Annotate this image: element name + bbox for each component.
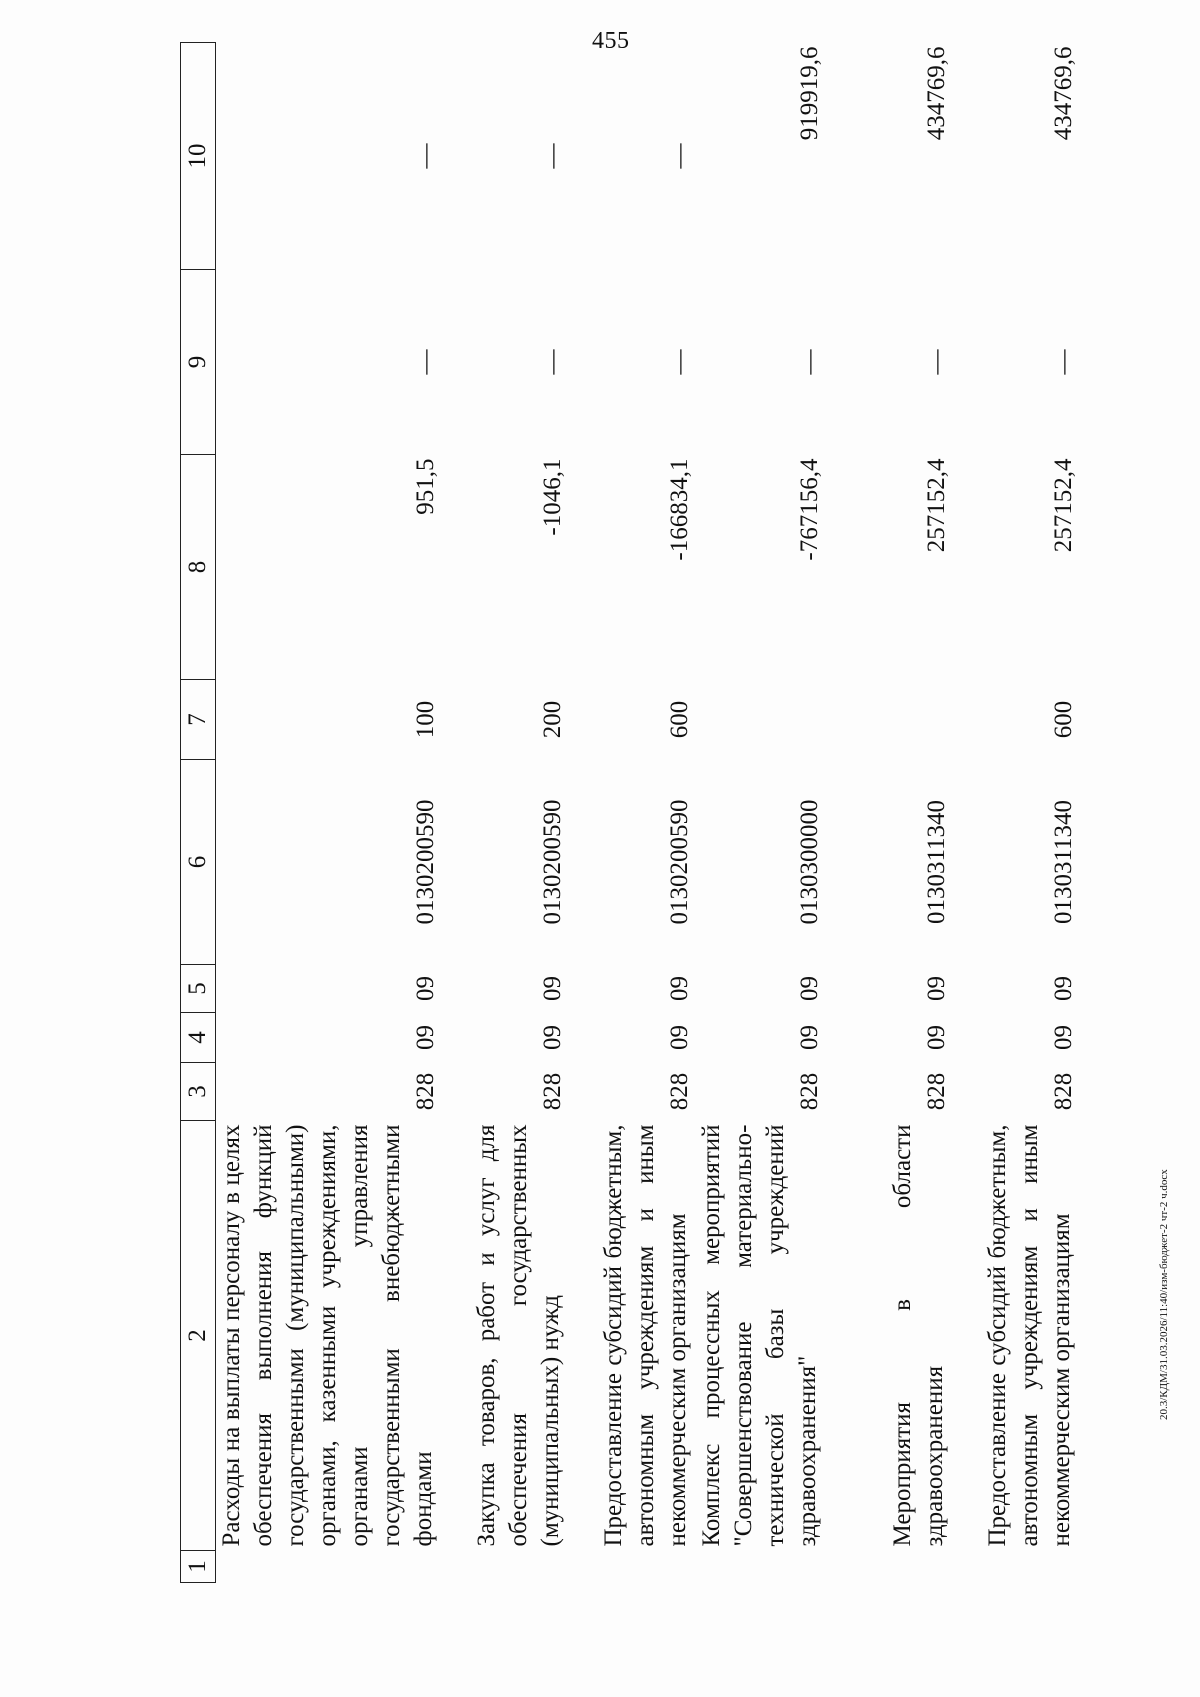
- amount-col10-cell: 434769,6: [1050, 46, 1077, 141]
- table-row: [953, 43, 1080, 1583]
- column-header: 9: [181, 270, 216, 455]
- target-article-cell: 0130200590: [539, 799, 566, 925]
- subsection-code-cell: 09: [1050, 976, 1077, 1001]
- table-row: [696, 43, 826, 1583]
- subsection-code-cell: 09: [666, 976, 693, 1001]
- ministry-code-cell: 828: [412, 1072, 439, 1111]
- expense-type-cell: [826, 680, 953, 760]
- ministry-code-cell: 828: [1050, 1072, 1077, 1111]
- column-header: 10: [181, 43, 216, 270]
- budget-table: [180, 42, 1080, 1583]
- rotated-page-content: [180, 43, 1158, 1583]
- target-article-cell: 0130200590: [412, 799, 439, 925]
- amount-col9-cell: —: [1050, 349, 1077, 375]
- column-header: 2: [181, 1121, 216, 1551]
- row-number-cell: [826, 1551, 953, 1583]
- amount-col8-cell: 951,5: [412, 458, 439, 515]
- section-code-cell: 09: [923, 1025, 950, 1050]
- expense-type-cell: 200: [539, 700, 566, 739]
- target-article-cell: 0130300000: [796, 799, 823, 925]
- amount-col9-cell: —: [666, 349, 693, 375]
- section-code-cell: 09: [412, 1025, 439, 1050]
- column-header: 1: [181, 1551, 216, 1583]
- row-description: Закупка товаров, работ и услуг для обеспечения государственных (муниципальных) нужд: [473, 1124, 564, 1547]
- ministry-code-cell: 828: [539, 1072, 566, 1111]
- amount-col9-cell: —: [539, 349, 566, 375]
- amount-col9-cell: —: [923, 349, 950, 375]
- ministry-code-cell: 828: [923, 1072, 950, 1111]
- subsection-code-cell: 09: [796, 976, 823, 1001]
- table-header-row: [181, 43, 216, 1583]
- section-code-cell: 09: [1050, 1025, 1077, 1050]
- column-header: 4: [181, 1013, 216, 1063]
- subsection-code-cell: 09: [412, 976, 439, 1001]
- expense-type-cell: [696, 680, 826, 760]
- column-header: 5: [181, 965, 216, 1013]
- page-number: 455: [592, 28, 630, 54]
- subsection-code-cell: 09: [923, 976, 950, 1001]
- expense-type-cell: 600: [666, 700, 693, 739]
- table-row: [216, 43, 443, 1583]
- amount-col8-cell: -767156,4: [796, 458, 823, 561]
- target-article-cell: 0130311340: [923, 799, 950, 925]
- amount-col8-cell: 257152,4: [923, 458, 950, 553]
- target-article-cell: 0130200590: [666, 799, 693, 925]
- amount-col10-cell: 919919,6: [796, 46, 823, 141]
- amount-col8-cell: 257152,4: [1050, 458, 1077, 553]
- ministry-code-cell: 828: [666, 1072, 693, 1111]
- amount-col10-cell: —: [412, 143, 439, 169]
- amount-col10-cell: —: [666, 143, 693, 169]
- expense-type-cell: 600: [1050, 700, 1077, 739]
- amount-col10-cell: 434769,6: [923, 46, 950, 141]
- section-code-cell: 09: [796, 1025, 823, 1050]
- row-number-cell: [216, 1551, 443, 1583]
- row-number-cell: [953, 1551, 1080, 1583]
- target-article-cell: 0130311340: [1050, 799, 1077, 925]
- row-description: Предоставление субсидий бюджетным, автономным учреждениям и иным некоммерческим организациям: [600, 1124, 691, 1547]
- row-number-cell: [569, 1551, 696, 1583]
- section-code-cell: 09: [539, 1025, 566, 1050]
- amount-col10-cell: —: [539, 143, 566, 169]
- column-header: 3: [181, 1063, 216, 1121]
- column-header: 7: [181, 680, 216, 760]
- row-description: Предоставление субсидий бюджетным, автономным учреждениям и иным некоммерческим организациям: [984, 1124, 1075, 1547]
- amount-col8-cell: -1046,1: [539, 458, 566, 536]
- row-description: Мероприятия в области здравоохранения: [889, 1124, 948, 1547]
- document-footer-path: 20.3/КДМ/31.03.2026/11:40/изм-бюджет-2 чт-2 ч.docx: [1158, 1169, 1170, 1420]
- column-header: 8: [181, 455, 216, 680]
- table-row: [569, 43, 696, 1583]
- section-code-cell: 09: [666, 1025, 693, 1050]
- column-header: 6: [181, 760, 216, 965]
- expense-type-cell: 100: [412, 700, 439, 739]
- row-number-cell: [442, 1551, 569, 1583]
- amount-col8-cell: -166834,1: [666, 458, 693, 561]
- table-row: [442, 43, 569, 1583]
- row-description: Комплекс процессных мероприятий "Совершенствование материально-технической базы учреждений здравоохранения": [698, 1124, 821, 1547]
- subsection-code-cell: 09: [539, 976, 566, 1001]
- amount-col9-cell: —: [412, 349, 439, 375]
- row-description: Расходы на выплаты персоналу в целях обеспечения выполнения функций государственными (муниципальными) органами, казенными учреждениями, органами управления государственными внебюджетными фондами: [218, 1124, 437, 1547]
- ministry-code-cell: 828: [796, 1072, 823, 1111]
- table-row: [826, 43, 953, 1583]
- row-number-cell: [696, 1551, 826, 1583]
- amount-col9-cell: —: [796, 349, 823, 375]
